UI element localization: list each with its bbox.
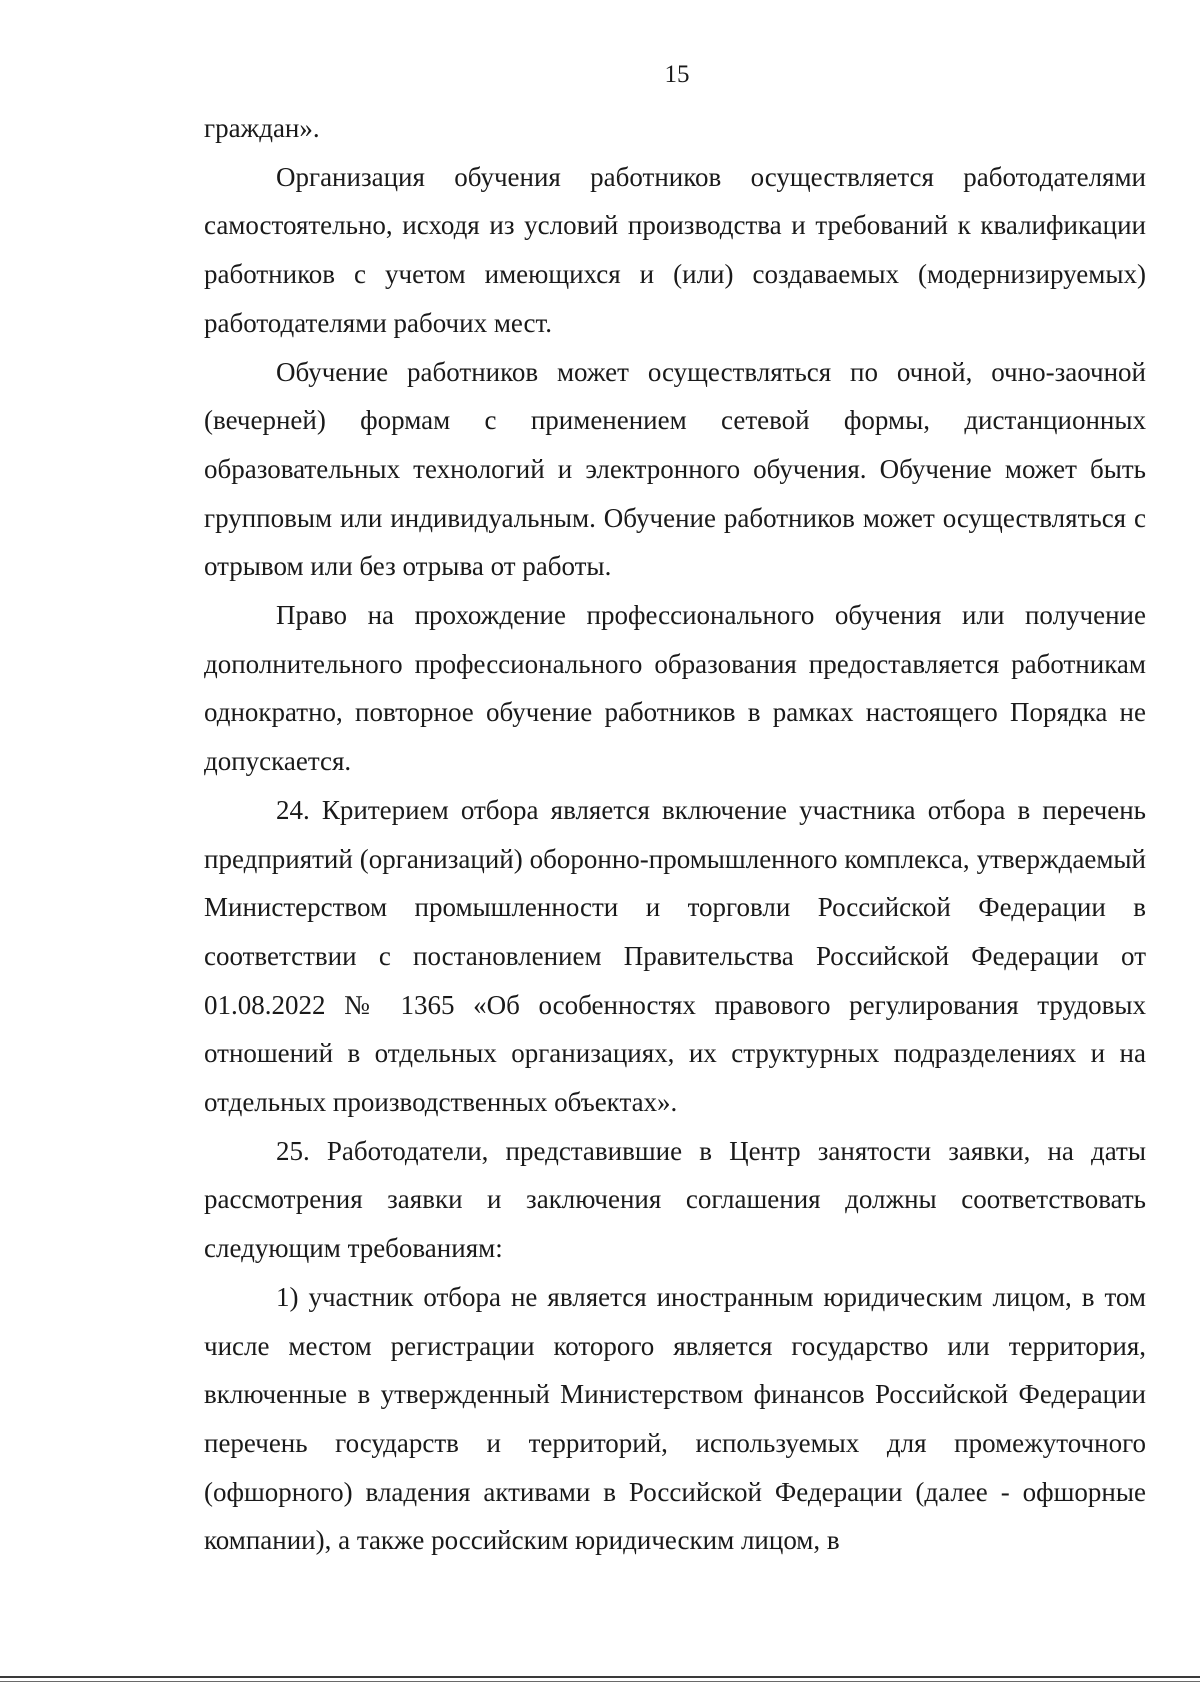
paragraph-training-right: Право на прохождение профессионального обучения или получение дополнительного профессионального образования предоставляется работникам однократно, повторное обучение работников в рамках настоящего Порядка не допускается. bbox=[204, 600, 1146, 777]
page-number: 15 bbox=[664, 61, 690, 88]
paragraph-employee-training-organization: Организация обучения работников осуществляется работодателями самостоятельно, исходя из условий производства и требований к квалификации работников с учетом имеющихся и (или) создаваемых (модернизируемых) работодателями рабочих мест. bbox=[204, 161, 1146, 338]
document-body bbox=[204, 104, 1146, 1565]
paragraph-continuation: граждан». bbox=[204, 113, 320, 143]
paragraph-clause-24: 24. Критерием отбора является включение участника отбора в перечень предприятий (организаций) оборонно-промышленного комплекса, утверждаемый Министерством промышленности и торговли Российской Федерации в соответствии с постановлением Правительства Российской Федерации от 01.08.2022 № 1365 «Об особенностях правового регулирования трудовых отношений в отдельных организациях, их структурных подразделениях и на отдельных производственных объектах». bbox=[204, 794, 1146, 1118]
paragraph-requirement-1: 1) участник отбора не является иностранным юридическим лицом, в том числе местом регистрации которого является государство или территория, включенные в утвержденный Министерством финансов Российской Федерации перечень государств и территорий, используемых для промежуточного (офшорного) владения активами в Российской Федерации (далее - офшорные компании), а также российским юридическим лицом, в bbox=[204, 1281, 1146, 1556]
paragraph-training-forms: Обучение работников может осуществляться по очной, очно-заочной (вечерней) формам с применением сетевой формы, дистанционных образовательных технологий и электронного обучения. Обучение может быть групповым или индивидуальным. Обучение работников может осуществляться с отрывом или без отрыва от работы. bbox=[204, 356, 1146, 582]
bottom-scan-edge-secondary bbox=[0, 1681, 1200, 1682]
paragraph-clause-25: 25. Работодатели, представившие в Центр занятости заявки, на даты рассмотрения заявки и заключения соглашения должны соответствовать следующим требованиям: bbox=[204, 1135, 1146, 1264]
bottom-scan-edge bbox=[0, 1676, 1200, 1678]
